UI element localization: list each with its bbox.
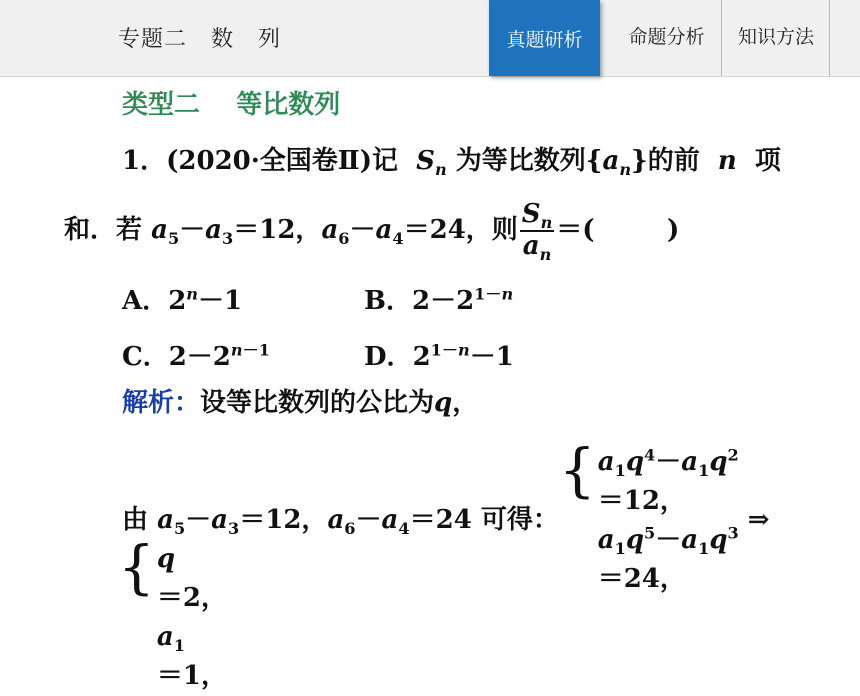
- fraction-sn-over-an: $\frac{S_n}{a_n}$: [521, 199, 553, 265]
- option-a[interactable]: A．$2^n-1$: [122, 284, 243, 316]
- tab-real-questions[interactable]: [489, 0, 600, 76]
- question-line-2: 和．若 $a_5-a_3=12$，$a_6-a_4=24$，则 $\frac{S_n}{a_n}$ ＝( ): [64, 199, 680, 265]
- result-system: { q ＝2， $a_1$ ＝1，: [118, 533, 227, 691]
- type-heading: 类型二 等比数列: [122, 90, 341, 120]
- tab-label: 知识方法: [737, 26, 814, 48]
- tab-knowledge-methods[interactable]: [723, 0, 830, 76]
- solution-line-2: 由 $a_5-a_3=12$，$a_6-a_4=24$ 可得： { $a_1q^4-a_1q^2$ ＝12， $a_1q^5-a_1q^3$ ＝24， ⇒: [122, 443, 770, 599]
- tab-question-analysis[interactable]: [612, 0, 722, 76]
- solution-result: [118, 533, 227, 696]
- solution-line-1: 解析：设等比数列的公比为q，: [122, 388, 479, 418]
- equation-system: { $a_1q^4-a_1q^2$ ＝12， $a_1q^5-a_1q^3$ ＝24，: [558, 436, 739, 594]
- implies-arrow: ⇒: [747, 505, 770, 535]
- topic-title: 专题二 数 列: [118, 27, 281, 52]
- option-c[interactable]: C．$2-2^{n-1}$: [122, 340, 270, 372]
- top-bar: [0, 0, 860, 77]
- tab-label: 真题研析: [506, 28, 583, 51]
- solution-label: 解析：: [122, 388, 201, 418]
- question-line-1: 1．(2020·全国卷Ⅱ)记 $S_n$ 为等比数列$\{a_n\}$的前 n 项: [122, 146, 781, 180]
- option-b[interactable]: B．$2-2^{1-n}$: [364, 284, 514, 316]
- tab-label: 命题分析: [628, 26, 705, 48]
- option-d[interactable]: D．$2^{1-n}-1$: [364, 340, 514, 372]
